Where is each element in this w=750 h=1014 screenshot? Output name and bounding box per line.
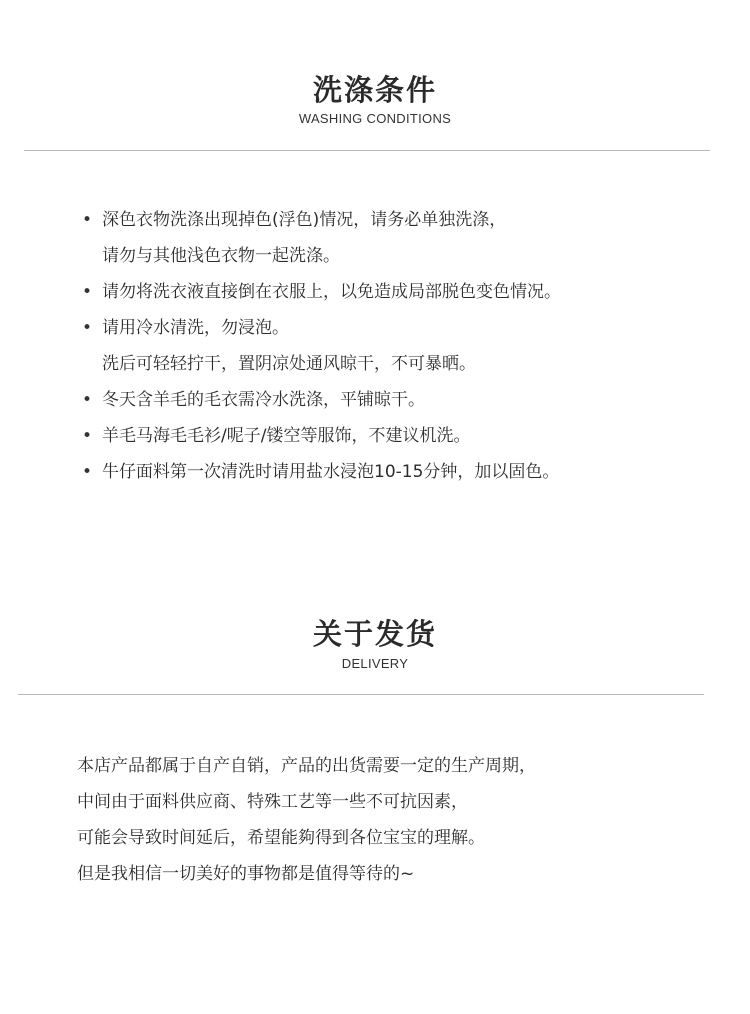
- washing-subtitle: WASHING CONDITIONS: [298, 111, 452, 126]
- list-item-text: 请勿将洗衣液直接倒在衣服上，以免造成局部脱色变色情况。: [102, 282, 561, 302]
- delivery-divider: [18, 694, 704, 695]
- list-item: [80, 350, 720, 386]
- delivery-line: 本店产品都属于自产自销，产品的出货需要一定的生产周期，: [77, 756, 536, 776]
- list-item: [80, 458, 720, 494]
- bullet-icon: •: [82, 210, 93, 230]
- list-item-text: 请用冷水清洗，勿浸泡。: [102, 318, 289, 338]
- list-item: [80, 242, 720, 278]
- delivery-line: 可能会导致时间延后，希望能夠得到各位宝宝的理解。: [77, 828, 485, 848]
- list-item: [80, 386, 720, 422]
- list-item: [80, 314, 720, 350]
- washing-list: [80, 206, 720, 494]
- delivery-title: 关于发货: [312, 617, 437, 651]
- list-item: [80, 206, 720, 242]
- delivery-paragraph: [77, 752, 717, 896]
- list-item-text: 冬天含羊毛的毛衣需冷水洗涤，平铺晾干。: [102, 390, 425, 410]
- list-item-text: 请勿与其他浅色衣物一起洗涤。: [102, 246, 340, 266]
- washing-divider: [24, 150, 710, 151]
- delivery-line: 但是我相信一切美好的事物都是值得等待的~: [77, 864, 415, 884]
- bullet-icon: •: [82, 462, 93, 482]
- list-item-text: 牛仔面料第一次清洗时请用盐水浸泡10-15分钟，加以固色。: [102, 462, 560, 482]
- list-item-text: 羊毛马海毛毛衫/呢子/镂空等服饰，不建议机洗。: [102, 426, 471, 446]
- list-item: [80, 278, 720, 314]
- washing-title: 洗涤条件: [312, 73, 437, 107]
- bullet-icon: •: [82, 318, 93, 338]
- bullet-icon: •: [82, 282, 93, 302]
- delivery-line: 中间由于面料供应商、特殊工艺等一些不可抗因素，: [77, 792, 468, 812]
- list-item-text: 洗后可轻轻拧干，置阴凉处通风晾干，不可暴晒。: [102, 354, 476, 374]
- bullet-icon: •: [82, 426, 93, 446]
- bullet-icon: •: [82, 390, 93, 410]
- list-item-text: 深色衣物洗涤出现掉色(浮色)情况，请务必单独洗涤，: [102, 210, 507, 230]
- delivery-subtitle: DELIVERY: [341, 656, 409, 671]
- list-item: [80, 422, 720, 458]
